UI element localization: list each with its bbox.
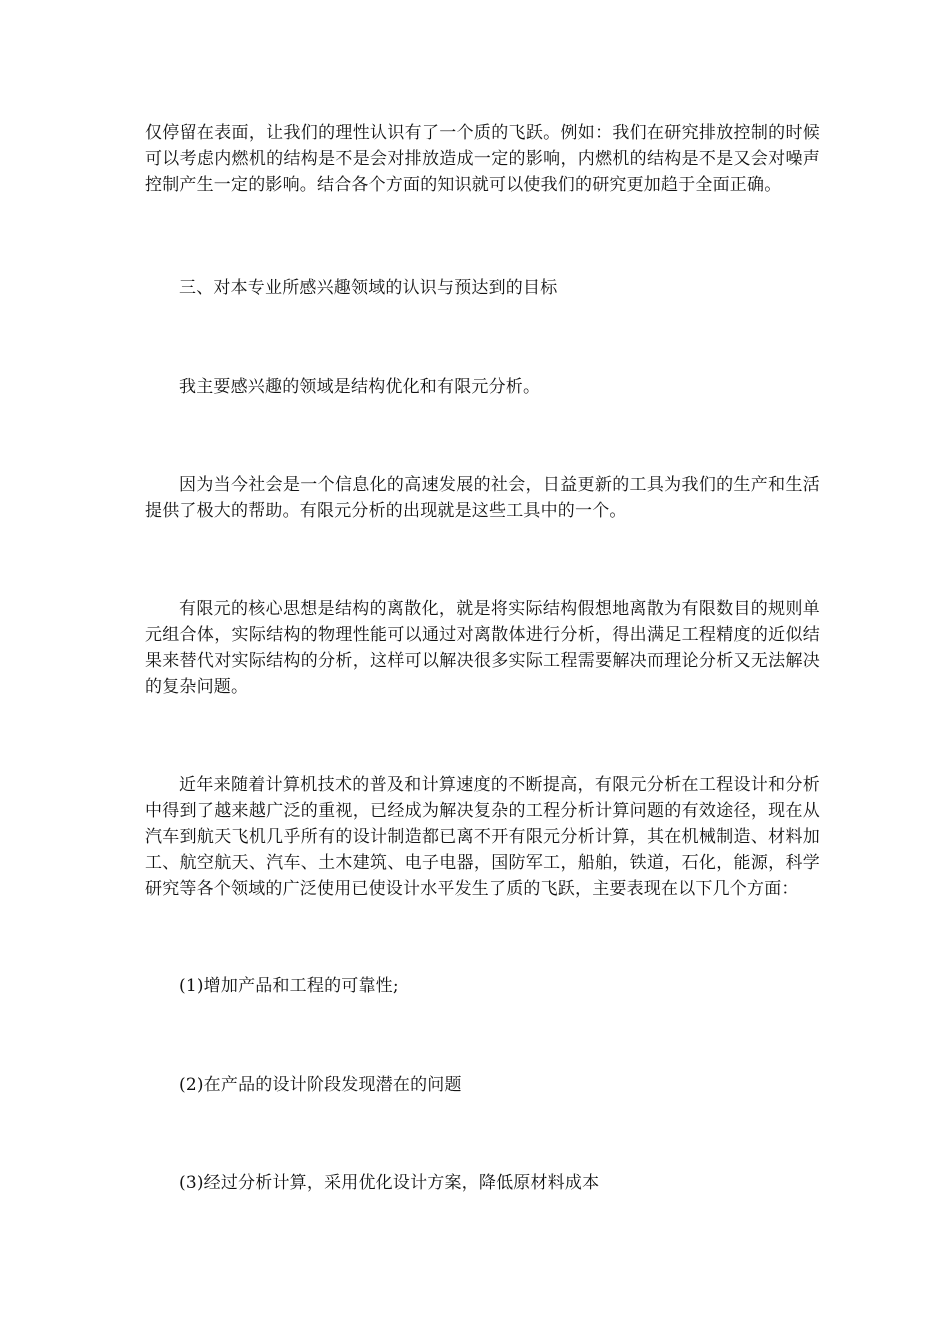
section-heading-3: 三、对本专业所感兴趣领域的认识与预达到的目标 xyxy=(179,278,558,298)
paragraph-interest: 我主要感兴趣的领域是结构优化和有限元分析。 xyxy=(179,377,541,397)
list-item-1: (1)增加产品和工程的可靠性; xyxy=(179,976,399,996)
paragraph-continuation: 仅停留在表面，让我们的理性认识有了一个质的飞跃。例如：我们在研究排放控制的时候可以考虑内燃机的结构是不是会对排放造成一定的影响，内燃机的结构是不是又会对噪声控制产生一定的影响。结合各个方面的知识就可以使我们的研究更加趋于全面正确。 xyxy=(145,123,820,195)
paragraph-fem-core-idea: 有限元的核心思想是结构的离散化，就是将实际结构假想地离散为有限数目的规则单元组合体，实际结构的物理性能可以通过对离散体进行分析，得出满足工程精度的近似结果来替代对实际结构的分析，这样可以解决很多实际工程需要解决而理论分析又无法解决的复杂问题。 xyxy=(145,599,820,697)
paragraph-information-society: 因为当今社会是一个信息化的高速发展的社会，日益更新的工具为我们的生产和生活提供了极大的帮助。有限元分析的出现就是这些工具中的一个。 xyxy=(145,475,820,521)
list-item-2: (2)在产品的设计阶段发现潜在的问题 xyxy=(179,1075,462,1095)
list-item-3: (3)经过分析计算，采用优化设计方案，降低原材料成本 xyxy=(179,1173,600,1193)
paragraph-fem-applications: 近年来随着计算机技术的普及和计算速度的不断提高，有限元分析在工程设计和分析中得到了越来越广泛的重视，已经成为解决复杂的工程分析计算问题的有效途径，现在从汽车到航天飞机几乎所有的设计制造都已离不开有限元分析计算，其在机械制造、材料加工、航空航天、汽车、土木建筑、电子电器，国防军工，船舶，铁道，石化，能源，科学研究等各个领域的广泛使用已使设计水平发生了质的飞跃，主要表现在以下几个方面： xyxy=(145,775,820,899)
